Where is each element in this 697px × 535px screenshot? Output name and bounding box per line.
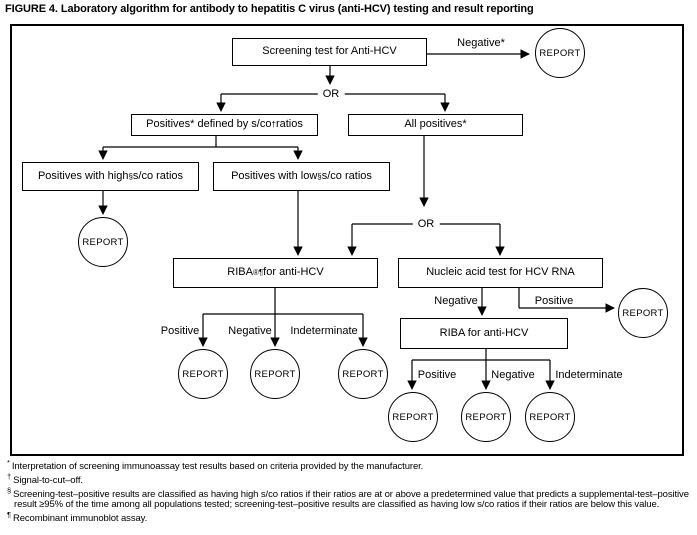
report-label: REPORT	[182, 368, 224, 380]
footnote-section-text: Screening-test–positive results are classified as having high s/co ratios if their ratios are at or above a predetermined value that predicts a supplemental-test–positive result ≥95% of the time among all populations tested; screening-test–positive results are classified as having low s/co ratios if their ratios are below this value.	[13, 488, 689, 511]
footnote-asterisk-text: Interpretation of screening immunoassay test results based on criteria provided by the manufacturer.	[11, 461, 424, 473]
edge-label-riba2-positive: Positive	[417, 369, 457, 381]
node-riba-text2: for anti-HCV	[263, 266, 324, 279]
report-terminal-riba1-indeterminate	[338, 349, 388, 399]
node-positives-sco-text: Positives* defined by s/co	[146, 118, 272, 131]
footnote-pilcrow	[7, 511, 691, 525]
footnote-dagger	[7, 473, 691, 487]
node-all-positives	[348, 114, 523, 136]
node-low-sco-ratios: Positives with low § s/co ratios	[213, 162, 390, 191]
report-label: REPORT	[392, 411, 434, 423]
report-terminal-high-sco	[78, 217, 128, 267]
footnote-asterisk	[7, 459, 691, 473]
node-high-sco-text2: s/co ratios	[132, 169, 184, 182]
node-riba-text: RIBA	[227, 266, 253, 279]
node-riba-anti-hcv: RIBA ®¶ for anti-HCV	[173, 258, 378, 288]
footnote-section	[7, 487, 691, 511]
footnote-dagger-symbol: †	[7, 471, 12, 481]
edge-label-or2: OR	[413, 218, 440, 230]
node-riba-anti-hcv-2	[400, 318, 568, 349]
node-all-positives-label: All positives*	[404, 118, 467, 131]
figure-title: FIGURE 4. Laboratory algorithm for antibody to hepatitis C virus (anti-HCV) testing and result reporting	[5, 3, 534, 15]
report-terminal-riba2-negative	[461, 392, 511, 442]
footnote-section-symbol: §	[7, 485, 12, 495]
node-positives-sco-text2: ratios	[275, 118, 303, 131]
edge-label-riba1-negative: Negative	[228, 325, 272, 337]
report-label: REPORT	[254, 368, 296, 380]
report-terminal-riba2-positive	[388, 392, 438, 442]
report-label: REPORT	[82, 236, 124, 248]
report-terminal-riba1-negative	[250, 349, 300, 399]
edge-label-riba2-negative: Negative	[491, 369, 535, 381]
node-high-sco-ratios: Positives with high § s/co ratios	[22, 162, 199, 191]
edge-label-riba1-indeterminate: Indeterminate	[290, 325, 358, 337]
footnote-pilcrow-symbol: ¶	[7, 509, 11, 519]
edge-label-nat-negative: Negative	[434, 295, 478, 307]
footnote-asterisk-symbol: *	[7, 458, 10, 467]
node-positives-sco-ratios: Positives* defined by s/co † ratios	[131, 114, 318, 136]
node-riba-anti-hcv-2-label: RIBA for anti-HCV	[439, 326, 529, 339]
footnote-dagger-text: Signal-to-cut–off.	[13, 474, 83, 486]
node-screening-test	[232, 38, 427, 66]
report-label: REPORT	[529, 411, 571, 423]
report-terminal-riba2-indeterminate	[525, 392, 575, 442]
node-low-sco-text2: s/co ratios	[321, 169, 372, 182]
edge-label-or1: OR	[318, 88, 345, 100]
edge-label-nat-positive: Positive	[534, 295, 574, 307]
node-low-sco-text: Positives with low	[231, 169, 318, 182]
report-label: REPORT	[342, 368, 384, 380]
node-nucleic-acid-test	[398, 258, 603, 288]
report-label: REPORT	[622, 307, 664, 319]
edge-label-screening-negative: Negative*	[457, 37, 505, 49]
footnote-pilcrow-text: Recombinant immunoblot assay.	[12, 513, 148, 525]
node-high-sco-text: Positives with high	[37, 169, 129, 182]
node-screening-test-label: Screening test for Anti-HCV	[262, 45, 397, 58]
report-terminal-nat-positive	[618, 288, 668, 338]
edge-label-riba2-indeterminate: Indeterminate	[555, 369, 623, 381]
edge-label-riba1-positive: Positive	[160, 325, 200, 337]
node-nucleic-acid-test-label: Nucleic acid test for HCV RNA	[426, 266, 575, 279]
report-label: REPORT	[465, 411, 507, 423]
footnotes	[7, 459, 691, 525]
report-terminal-screening-negative	[535, 28, 585, 78]
report-terminal-riba1-positive	[178, 349, 228, 399]
report-label: REPORT	[539, 47, 581, 59]
